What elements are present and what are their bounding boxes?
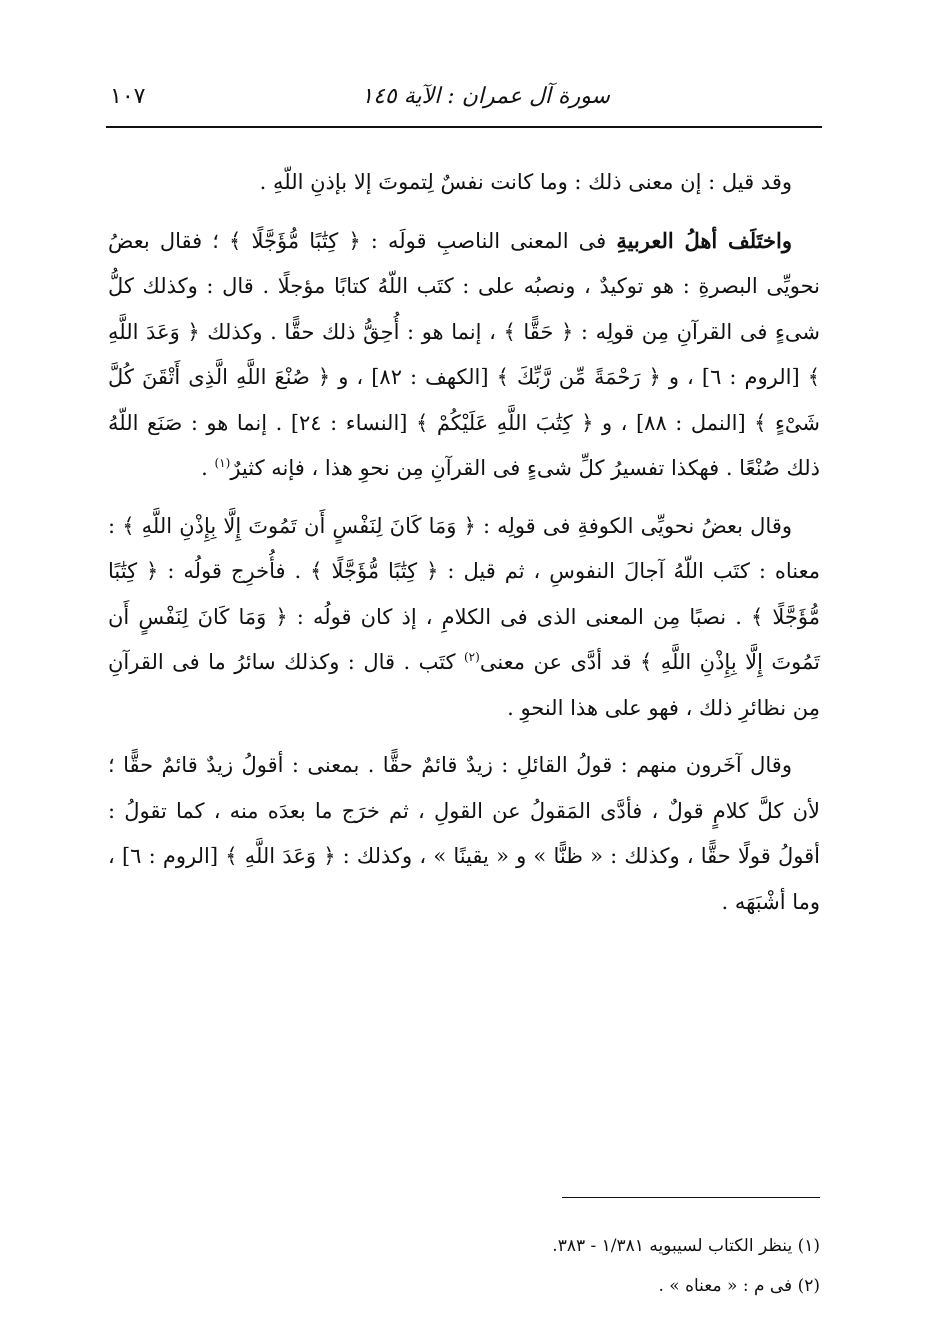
footnote-ref-1[interactable]: (١) [214, 456, 231, 470]
main-text [108, 160, 820, 925]
paragraph-2 [108, 218, 820, 492]
footnote-1: (١) ينظر الكتاب لسيبويه ١/٣٨١ - ٣٨٣. [552, 1236, 820, 1256]
running-title: سورة آل عمران : الآية ١٤٥ [361, 84, 610, 109]
paragraph-2-end: . [201, 456, 215, 480]
footnote-2: (٢) فى م : « معناه » . [658, 1276, 820, 1296]
paragraph-3 [108, 504, 820, 732]
page-number: ١٠٧ [110, 84, 146, 109]
paragraph-2-text: فى المعنى الناصبِ قولَه : ﴿ كِتَٰبًا مُّؤَجَّلًا ﴾ ؛ فقال بعضُ نحويِّى البصرةِ : هو توكيدٌ ، ونصبُه على : كتَب اللّهُ كتابًا مؤجلًا . قال : وكذلك كلُّ شىءٍ فى القرآنِ مِن قولِه : ﴿ حَقًّا ﴾ ، إنما هو : أُحِقُّ ذلك حقًّا . وكذلك ﴿ وَعَدَ اللَّهِ ﴾ [الروم : ٦] ، و ﴿ رَحْمَةً مِّن رَّبِّكَ ﴾ [الكهف : ٨٢] ، و ﴿ صُنْعَ اللَّهِ الَّذِى أَتْقَنَ كُلَّ شَىْءٍ ﴾ [النمل : ٨٨] ، و ﴿ كِتَٰبَ اللَّهِ عَلَيْكُمْ ﴾ [النساء : ٢٤] . إنما هو : صَنَع اللّهُ ذلك صُنْعًا . فهكذا تفسيرُ كلِّ شىءٍ فى القرآنِ مِن نحوِ هذا ، فإنه كثيرٌ [108, 228, 820, 480]
footnote-separator [562, 1197, 820, 1198]
paragraph-4: وقال آخَرون منهم : قولُ القائلِ : زيدٌ قائمٌ حقًّا . بمعنى : أقولُ زيدٌ قائمٌ حقًّا ؛ لأن كلَّ كلامٍ قولٌ ، فأدَّى المَقولُ عن القولِ ، ثم خرَج ما بعدَه منه ، كما تقولُ : أقولُ قولًا حقًّا ، وكذلك : « ظنًّا » و « يقينًا » ، وكذلك : ﴿ وَعَدَ اللَّهِ ﴾ [الروم : ٦] ، وما أشْبَهَه . [108, 753, 820, 914]
footnote-ref-2[interactable]: (٢) [463, 650, 480, 664]
header-rule [106, 126, 822, 128]
paragraph-3-end: كتَب . قال : وكذلك سائرُ ما فى القرآنِ مِن نظائرِ ذلك ، فهو على هذا النحوِ . [108, 650, 820, 720]
paragraph-3-text: وقال بعضُ نحويِّى الكوفةِ فى قولِه : ﴿ وَمَا كَانَ لِنَفْسٍ أَن تَمُوتَ إِلَّا بِإِذْنِ اللَّهِ ﴾ : معناه : كتَب اللّهُ آجالَ النفوسِ ، ثم قيل : ﴿ كِتَٰبًا مُّؤَجَّلًا ﴾ . فأُخرِج قولُه : ﴿ كِتَٰبًا مُّؤَجَّلًا ﴾ . نصبًا مِن المعنى الذى فى الكلامِ ، إذ كان قولُه : ﴿ وَمَا كَانَ لِنَفْسٍ أَن تَمُوتَ إِلَّا بِإِذْنِ اللَّهِ ﴾ قد أدَّى عن معنى [108, 513, 820, 674]
page-header [108, 78, 820, 126]
footnotes [108, 1226, 820, 1306]
paragraph-1: وقد قيل : إن معنى ذلك : وما كانت نفسٌ لِتموتَ إلا بإذنِ اللّهِ . [259, 170, 792, 194]
paragraph-2-lead: واختَلَف أهلُ العربيةِ [616, 227, 793, 253]
